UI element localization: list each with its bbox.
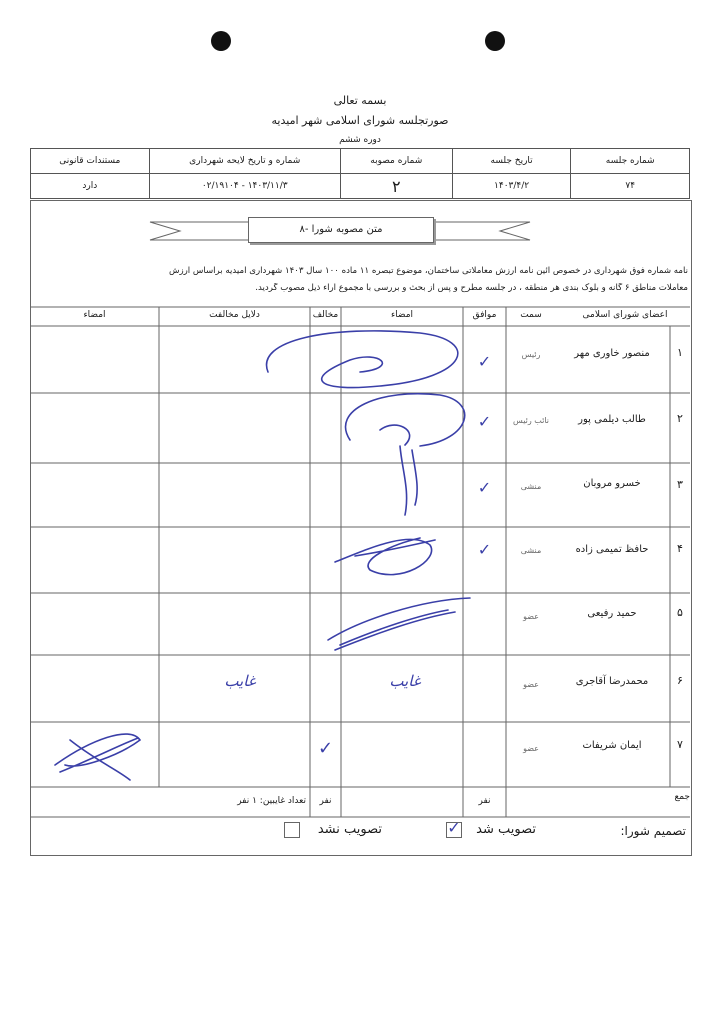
header-disagree: مخالف xyxy=(312,310,339,320)
row-2-number: ۲ xyxy=(677,412,683,425)
totals-sum-label: جمع xyxy=(674,792,690,802)
row-7-disagree-check: ✓ xyxy=(317,738,334,759)
row-2-name: طالب دیلمی پور xyxy=(578,414,646,425)
header-agree: موافق xyxy=(472,310,497,320)
header-signature-2: امضاء xyxy=(83,310,106,320)
row-4-name: حافظ تمیمی زاده xyxy=(575,544,649,555)
row-6-role: عضو xyxy=(523,680,539,689)
row-1-number: ۱ xyxy=(677,346,683,359)
decision-approved-check-mark: ✓ xyxy=(447,818,461,837)
row-3-role: منشی xyxy=(520,482,542,491)
resolution-text-line-1: نامه شماره فوق شهرداری در خصوص آئین نامه ارزش معاملاتی ساختمان، موضوع تبصره ۱۱ ماده ۱۰۰ سال ۱۴۰۳ شهرداری امیدیه براساس ارزش xyxy=(168,266,688,276)
row-5-role: عضو xyxy=(523,612,539,621)
signature-row-4 xyxy=(335,538,435,575)
meta-resolution-number: ۲ xyxy=(340,174,452,199)
row-6-absent-signature: غایب xyxy=(389,672,421,690)
row-4-role: منشی xyxy=(520,546,542,555)
decision-rejected-label: تصویب نشد xyxy=(317,822,382,837)
row-1-role: رئیس xyxy=(521,350,541,359)
bismillah: بسمه تعالی xyxy=(333,94,387,107)
row-1-name: منصور خاوری مهر xyxy=(574,348,650,359)
resolution-label: ۸- متن مصوبه شورا xyxy=(248,217,434,243)
resolution-text-line-2: معاملات مناطق ۶ گانه و بلوک بندی هر منطقه ، در جلسه مطرح و پس از بحث و بررسی با مجموع آراء ذیل مصوب گردید. xyxy=(255,283,688,293)
row-2-role: نائب رئیس xyxy=(513,416,549,425)
row-6-absent-reason: غایب xyxy=(224,672,256,690)
term-label: دوره ششم xyxy=(339,135,381,145)
signature-row-2 xyxy=(346,394,465,515)
meta-header-session-date: تاریخ جلسه xyxy=(452,149,571,174)
row-2-agree-check: ✓ xyxy=(477,412,492,431)
signature-row-7 xyxy=(55,734,140,780)
row-7-name: ایمان شریفات xyxy=(582,740,642,751)
meta-header-bill-number: شماره و تاریخ لایحه شهرداری xyxy=(149,149,340,174)
meta-header-resolution-number: شماره مصوبه xyxy=(340,149,452,174)
header-reasons: دلایل مخالفت xyxy=(209,310,260,320)
row-6-name: محمدرضا آقاجری xyxy=(575,676,649,687)
meta-bill-number: ۱۴۰۳/۱۱/۳ - ۰۲/۱۹۱۰۴ xyxy=(149,174,340,199)
row-3-number: ۳ xyxy=(677,478,683,491)
totals-disagree-persons: نفر xyxy=(319,796,332,806)
row-4-agree-check: ✓ xyxy=(477,540,492,559)
row-6-number: ۶ xyxy=(677,674,683,687)
page-title: صورتجلسه شورای اسلامی شهر امیدیه xyxy=(271,114,449,127)
row-1-agree-check: ✓ xyxy=(477,352,492,371)
row-7-number: ۷ xyxy=(677,738,683,751)
decision-label: تصمیم شورا: xyxy=(620,824,686,838)
meta-legal-docs: دارد xyxy=(31,174,150,199)
header-role: سمت xyxy=(520,310,542,320)
meta-header-session-number: شماره جلسه xyxy=(571,149,690,174)
signature-row-5 xyxy=(328,598,470,650)
row-5-number: ۵ xyxy=(677,606,683,619)
meta-session-date: ۱۴۰۳/۴/۲ xyxy=(452,174,571,199)
row-3-agree-check: ✓ xyxy=(477,478,492,497)
row-3-name: خسرو مروبان xyxy=(583,478,641,489)
row-5-name: حمید رفیعی xyxy=(587,608,637,619)
meta-session-number: ۷۴ xyxy=(571,174,690,199)
decision-rejected-checkbox[interactable] xyxy=(284,822,300,838)
header-signature: امضاء xyxy=(390,310,414,320)
totals-agree-persons: نفر xyxy=(478,796,491,806)
totals-absent-count: تعداد غایبین: ۱ نفر xyxy=(237,796,306,806)
header-members: اعضای شورای اسلامی xyxy=(582,310,668,320)
row-4-number: ۴ xyxy=(677,542,683,555)
signature-row-1 xyxy=(267,331,458,388)
row-7-role: عضو xyxy=(523,744,539,753)
decision-approved-label: تصویب شد xyxy=(476,822,536,837)
meta-header-legal-docs: مستندات قانونی xyxy=(31,149,150,174)
